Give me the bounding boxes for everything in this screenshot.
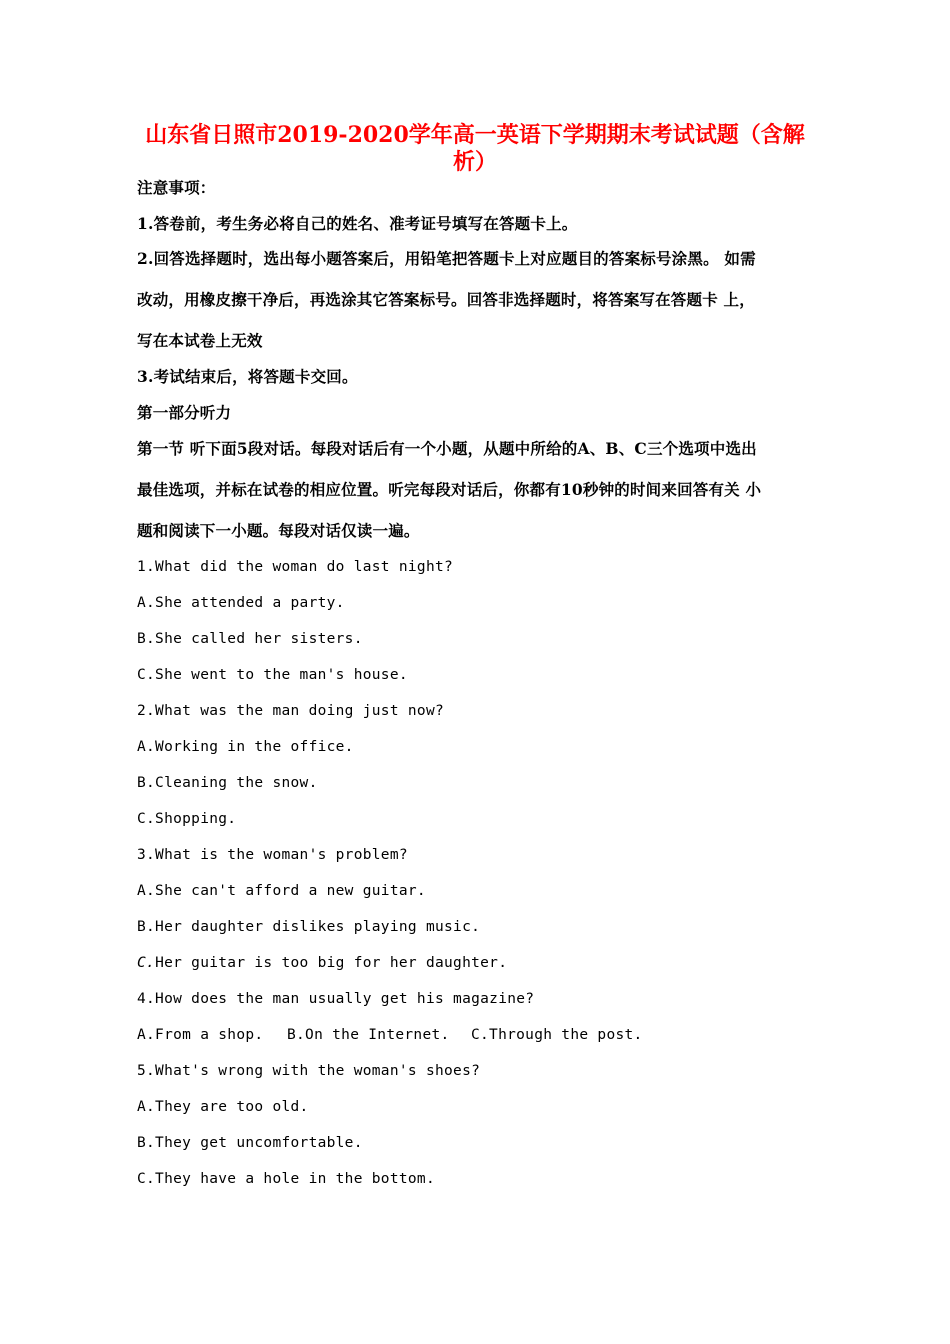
question-1-option-c: C.She went to the man's house. <box>137 667 408 683</box>
question-3-option-c-text: Her guitar is too big for her daughter. <box>155 955 508 971</box>
title-line-1: 山东省日照市2019-2020学年高一英语下学期期末考试试题（含解 <box>145 122 805 148</box>
question-2-option-c: C.Shopping. <box>137 811 237 827</box>
title-line-2: 析） <box>452 149 497 175</box>
question-5-stem: 5.What's wrong with the woman's shoes? <box>137 1063 481 1079</box>
question-3-option-c <box>137 953 840 973</box>
question-2-option-a: A.Working in the office. <box>137 739 354 755</box>
section-instructions-line-1: 第一节 听下面5段对话。每段对话后有一个小题，从题中所给的A、B、C三个选项中选出 <box>137 439 757 458</box>
question-3-option-b: B.Her daughter dislikes playing music. <box>137 919 481 935</box>
question-4-option-c: C.Through the post. <box>471 1027 643 1043</box>
question-3-option-c-letter: C. <box>137 955 156 971</box>
section-instructions-line-2: 最佳选项，并标在试卷的相应位置。听完每段对话后，你都有10秒钟的时间来回答有关 小 <box>137 480 762 499</box>
question-4-stem: 4.How does the man usually get his magazine? <box>137 991 535 1007</box>
notice-item-2-line-3: 写在本试卷上无效 <box>137 331 263 350</box>
notice-item-2-line-2: 改动，用橡皮擦干净后，再选涂其它答案标号。回答非选择题时，将答案写在答题卡 上， <box>137 290 755 309</box>
section-instructions-line-3: 题和阅读下一小题。每段对话仅读一遍。 <box>137 521 420 540</box>
notice-item-2-line-1: 2.回答选择题时，选出每小题答案后，用铅笔把答题卡上对应题目的答案标号涂黑。 如需 <box>137 249 756 268</box>
question-1-option-a: A.She attended a party. <box>137 595 345 611</box>
question-5-option-b: B.They get uncomfortable. <box>137 1135 363 1151</box>
document-title <box>120 122 830 176</box>
question-1-option-b: B.She called her sisters. <box>137 631 363 647</box>
notice-item-3: 3.考试结束后，将答题卡交回。 <box>137 367 358 386</box>
part-heading: 第一部分听力 <box>137 403 232 422</box>
notice-item-1: 1.答卷前，考生务必将自己的姓名、准考证号填写在答题卡上。 <box>137 214 578 233</box>
question-3-stem: 3.What is the woman's problem? <box>137 847 408 863</box>
notice-heading: 注意事项： <box>137 178 216 197</box>
question-5-option-a: A.They are too old. <box>137 1099 309 1115</box>
question-3-option-a: A.She can't afford a new guitar. <box>137 883 426 899</box>
question-2-option-b: B.Cleaning the snow. <box>137 775 318 791</box>
question-1-stem: 1.What did the woman do last night? <box>137 559 454 575</box>
question-4-options <box>137 1025 840 1045</box>
question-4-option-b: B.On the Internet. <box>287 1027 450 1043</box>
question-5-option-c: C.They have a hole in the bottom. <box>137 1171 435 1187</box>
question-2-stem: 2.What was the man doing just now? <box>137 703 445 719</box>
question-4-option-a: A.From a shop. <box>137 1027 264 1043</box>
